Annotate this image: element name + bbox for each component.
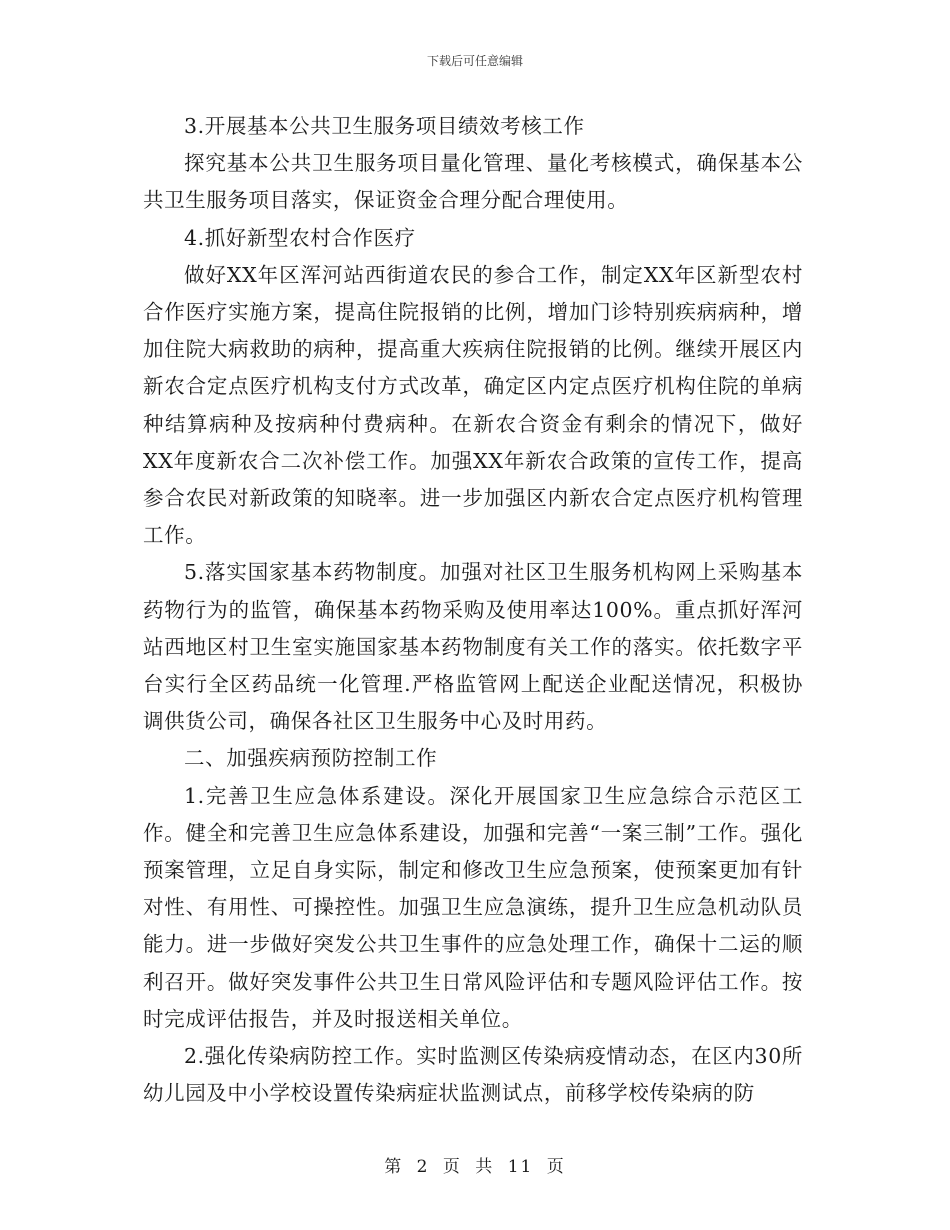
page-number: 第 2 页 共 11 页 xyxy=(384,1157,566,1177)
body-paragraph: 做好XX年区浑河站西街道农民的参合工作，制定XX年区新型农村合作医疗实施方案，提高住院报销的比例，增加门诊特别疾病病种，增加住院大病救助的病种，提高重大疾病住院报销的比例。继续开展区内新农合定点医疗机构支付方式改革，确定区内定点医疗机构住院的单病种结算病种及按病种付费病种。在新农合资金有剩余的情况下，做好XX年度新农合二次补偿工作。加强XX年新农合政策的宣传工作，提高参合农民对新政策的知晓率。进一步加强区内新农合定点医疗机构管理工作。 xyxy=(143,262,803,548)
body-paragraph: 5.落实国家基本药物制度。加强对社区卫生服务机构网上采购基本药物行为的监管，确保基本药物采购及使用率达100%。重点抓好浑河站西地区村卫生室实施国家基本药物制度有关工作的落实。依托数字平台实行全区药品统一化管理.严格监管网上配送企业配送情况，积极协调供货公司，确保各社区卫生服务中心及时用药。 xyxy=(143,560,803,734)
section-heading: 二、加强疾病预防控制工作 xyxy=(184,746,438,771)
body-paragraph: 1.完善卫生应急体系建设。深化开展国家卫生应急综合示范区工作。健全和完善卫生应急体系建设，加强和完善“一案三制”工作。强化预案管理，立足自身实际，制定和修改卫生应急预案，使预案更加有针对性、有用性、可操控性。加强卫生应急演练，提升卫生应急机动队员能力。进一步做好突发公共卫生事件的应急处理工作，确保十二运的顺利召开。做好突发事件公共卫生日常风险评估和专题风险评估工作。按时完成评估报告，并及时报送相关单位。 xyxy=(143,783,803,1031)
document-body xyxy=(143,108,803,1112)
page-header: 下载后可任意编辑 xyxy=(426,54,523,68)
section-heading: 3.开展基本公共卫生服务项目绩效考核工作 xyxy=(184,114,585,138)
body-paragraph: 探究基本公共卫生服务项目量化管理、量化考核模式，确保基本公共卫生服务项目落实，保证资金合理分配合理使用。 xyxy=(143,151,803,213)
section-heading: 4.抓好新型农村合作医疗 xyxy=(184,225,416,250)
body-paragraph: 2.强化传染病防控工作。实时监测区传染病疫情动态，在区内30所幼儿园及中小学校设置传染病症状监测试点，前移学校传染病的防 xyxy=(143,1044,803,1106)
